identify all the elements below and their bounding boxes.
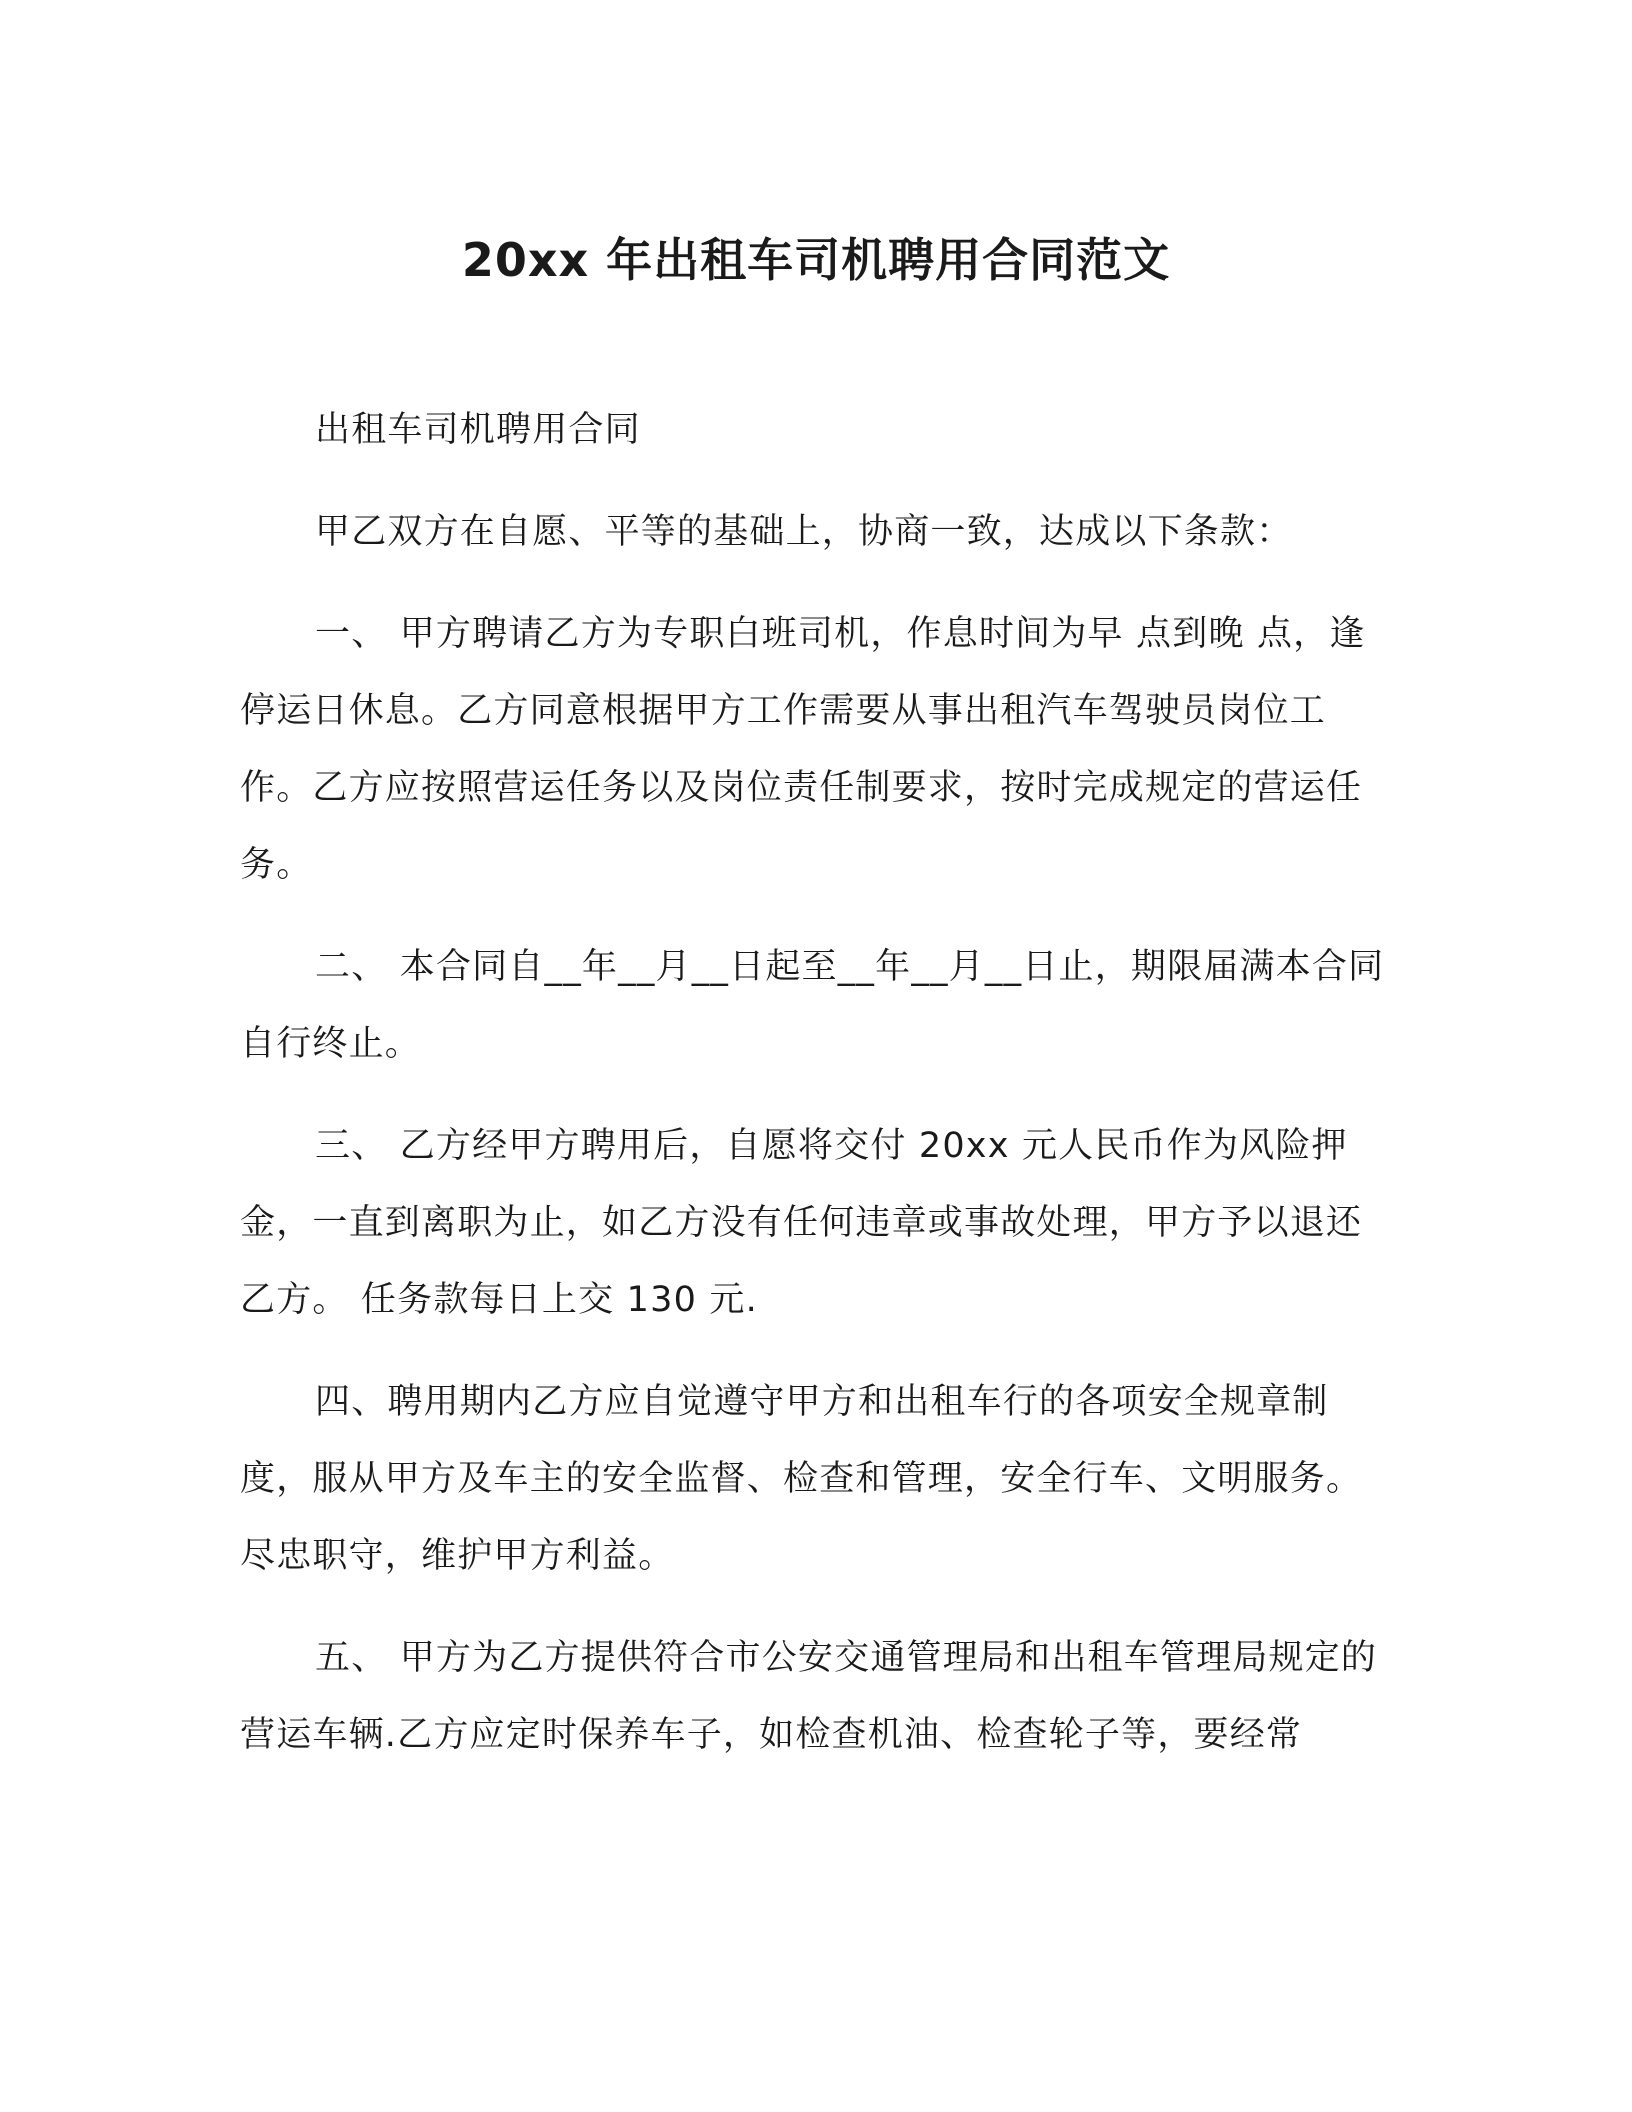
paragraph-clause-2: 二、 本合同自__年__月__日起至__年__月__日止，期限届满本合同自行终止。 xyxy=(240,947,1385,1064)
paragraph-clause-1: 一、 甲方聘请乙方为专职白班司机，作息时间为早 点到晚 点，逢停运日休息。乙方同意根据甲方工作需要从事出租汽车驾驶员岗位工作。乙方应按照营运任务以及岗位责任制要求，按时完成规定的营运任务。 xyxy=(240,614,1366,885)
paragraph-clause-5: 五、 甲方为乙方提供符合市公安交通管理局和出租车管理局规定的营运车辆.乙方应定时保养车子，如检查机油、检查轮子等，要经常 xyxy=(240,1638,1378,1755)
paragraph-preamble: 甲乙双方在自愿、平等的基础上，协商一致，达成以下条款： xyxy=(315,512,1293,552)
paragraph-clause-4: 四、聘用期内乙方应自觉遵守甲方和出租车行的各项安全规章制度，服从甲方及车主的安全监督、检查和管理，安全行车、文明服务。尽忠职守，维护甲方利益。 xyxy=(240,1382,1363,1576)
document-body xyxy=(240,392,1392,1799)
paragraph-clause-3: 三、 乙方经甲方聘用后，自愿将交付 20xx 元人民币作为风险押金，一直到离职为止，如乙方没有任何违章或事故处理，甲方予以退还乙方。 任务款每日上交 130 元. xyxy=(240,1126,1363,1320)
paragraph-contract-heading: 出租车司机聘用合同 xyxy=(315,410,641,450)
document-title: 20xx 年出租车司机聘用合同范文 xyxy=(461,233,1171,287)
